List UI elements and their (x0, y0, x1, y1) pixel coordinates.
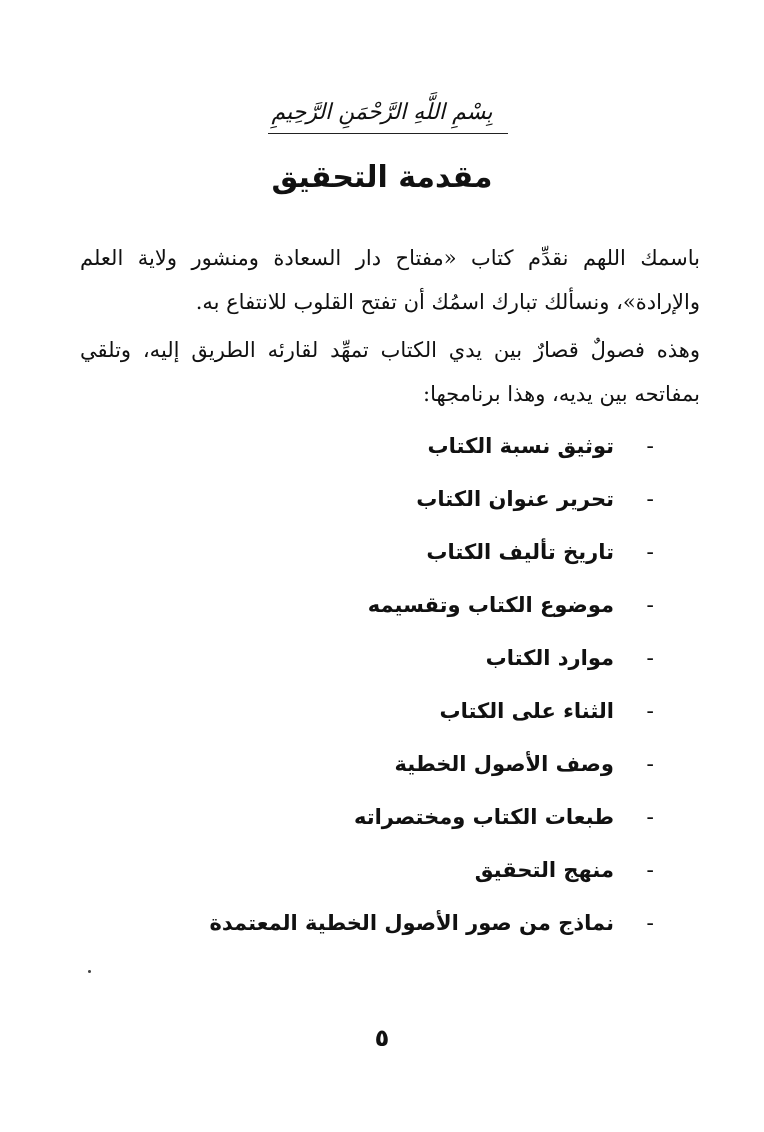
list-item (210, 685, 654, 738)
contents-list (210, 420, 654, 950)
list-item (210, 844, 654, 897)
list-item (210, 791, 654, 844)
list-item (210, 420, 654, 473)
list-dash: - (646, 911, 654, 935)
intro-paragraph (80, 236, 700, 324)
list-item-text: نماذج من صور الأصول الخطية المعتمدة (209, 911, 614, 935)
list-dash: - (646, 487, 654, 511)
second-paragraph (80, 328, 700, 416)
list-item-text: تاريخ تأليف الكتاب (426, 540, 614, 564)
intro-line-2: والإرادة»، ونسألك تبارك اسمُك أن تفتح القلوب للانتفاع به. (195, 290, 700, 314)
list-item (210, 738, 654, 791)
list-dash: - (646, 752, 654, 776)
list-dash: - (646, 593, 654, 617)
list-dash: - (646, 858, 654, 882)
list-item-text: تحرير عنوان الكتاب (416, 487, 614, 511)
list-dash: - (646, 540, 654, 564)
list-item (210, 526, 654, 579)
list-item (210, 579, 654, 632)
second-line-1: وهذه فصولٌ قصارٌ بين يدي الكتاب تمهِّد لقارئه الطريق إليه، وتلقي (80, 338, 700, 362)
list-dash: - (646, 805, 654, 829)
page-title: مقدمة التحقيق (271, 160, 493, 195)
basmala-underline (268, 133, 508, 134)
intro-line-1: باسمك اللهم نقدِّم كتاب «مفتاح دار السعادة ومنشور ولاية العلم (80, 246, 700, 270)
list-item (210, 897, 654, 950)
stray-dot (88, 970, 91, 973)
list-item-text: موارد الكتاب (485, 646, 614, 670)
list-item-text: منهج التحقيق (474, 858, 614, 882)
list-item-text: موضوع الكتاب وتقسيمه (367, 593, 614, 617)
list-dash: - (646, 646, 654, 670)
list-dash: - (646, 434, 654, 458)
basmala: بِسْمِ اللَّهِ الرَّحْمَنِ الرَّحِيمِ (271, 100, 493, 125)
list-item-text: طبعات الكتاب ومختصراته (353, 805, 614, 829)
list-item (210, 473, 654, 526)
list-item-text: توثيق نسبة الكتاب (427, 434, 614, 458)
second-line-2: بمفاتحه بين يديه، وهذا برنامجها: (423, 382, 700, 406)
list-dash: - (646, 699, 654, 723)
list-item-text: وصف الأصول الخطية (394, 752, 614, 776)
page-number: ٥ (374, 1024, 390, 1052)
list-item (210, 632, 654, 685)
list-item-text: الثناء على الكتاب (439, 699, 614, 723)
